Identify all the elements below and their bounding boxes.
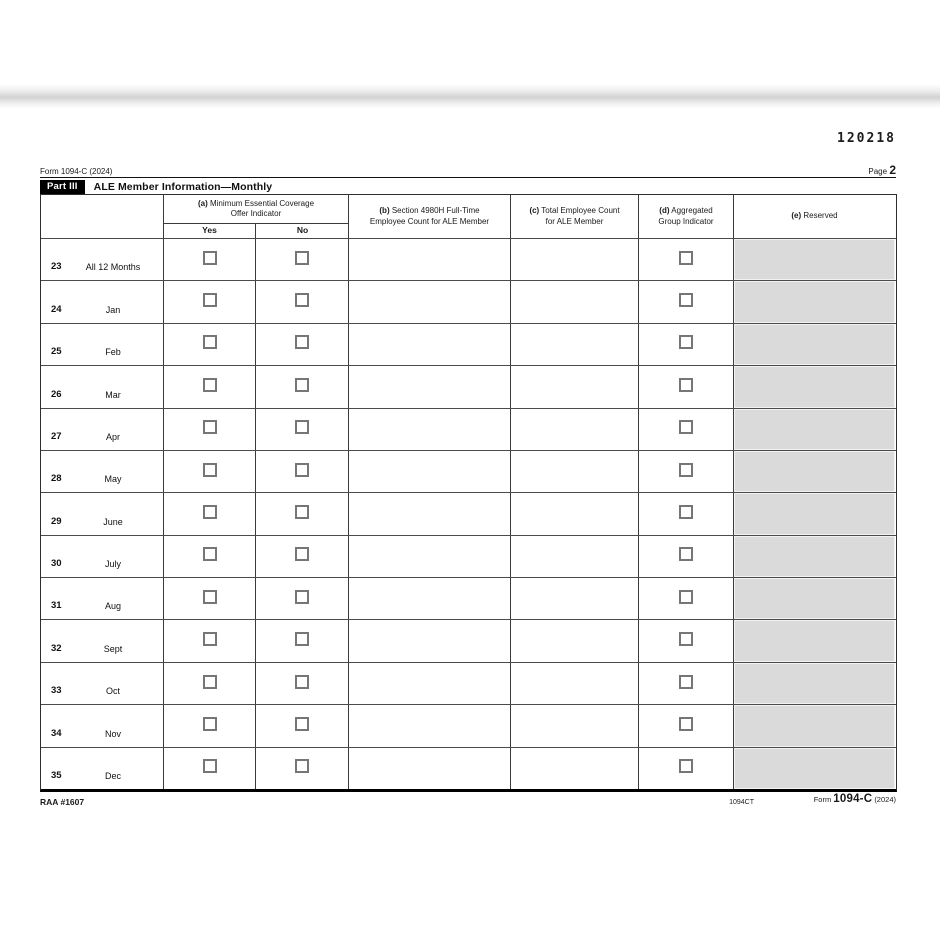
row-27-table-row	[41, 408, 896, 450]
col-d-tag: (d)	[659, 206, 670, 216]
col-b-line2: Employee Count for ALE Member	[369, 216, 490, 226]
row-35-row-month-label: Dec	[104, 771, 121, 781]
row-25-mec-no-checkbox[interactable]	[295, 335, 309, 349]
row-30-mec-no-cell	[256, 536, 349, 577]
row-32-mec-yes-cell	[164, 620, 256, 661]
row-26-row-line-number: 26	[51, 388, 62, 400]
row-29-reserved-cell	[734, 493, 895, 534]
row-25-row-line-number: 25	[51, 346, 62, 358]
row-26-mec-yes-checkbox[interactable]	[203, 378, 217, 392]
row-31-reserved-cell	[734, 578, 895, 619]
table-body	[41, 238, 896, 789]
row-35-mec-no-checkbox[interactable]	[295, 759, 309, 773]
row-32-mec-no-checkbox[interactable]	[295, 632, 309, 646]
row-33-total-count-field[interactable]	[511, 663, 639, 704]
row-27-total-count-field[interactable]	[511, 409, 639, 450]
row-28-row-month-label: May	[104, 474, 122, 485]
row-25-total-count-field[interactable]	[511, 324, 639, 365]
table-header-row	[41, 195, 896, 238]
row-31-table-row	[41, 577, 896, 619]
row-28-total-count-field[interactable]	[511, 451, 639, 492]
row-31-mec-yes-checkbox[interactable]	[203, 590, 217, 604]
row-34-mec-yes-checkbox[interactable]	[203, 717, 217, 731]
row-28-mec-yes-cell	[164, 451, 256, 492]
row-25-mec-no-cell	[256, 324, 349, 365]
part-title: ALE Member Information—Monthly	[93, 181, 273, 193]
row-32-mec-yes-checkbox[interactable]	[203, 632, 217, 646]
row-25-fulltime-count-field[interactable]	[349, 324, 511, 365]
row-23-table-row	[41, 238, 896, 280]
row-24-row-label-cell	[41, 281, 164, 322]
row-23-row-label-cell	[41, 239, 164, 280]
row-30-mec-no-checkbox[interactable]	[295, 547, 309, 561]
row-25-aggregated-group-cell	[639, 324, 734, 365]
row-31-aggregated-group-cell	[639, 578, 734, 619]
row-29-row-line-number: 29	[51, 515, 62, 527]
row-30-aggregated-group-cell	[639, 536, 734, 577]
row-26-mec-no-checkbox[interactable]	[295, 378, 309, 392]
row-27-mec-no-cell	[256, 409, 349, 450]
row-23-reserved-cell	[734, 239, 895, 280]
header-col-e	[734, 195, 895, 238]
row-34-aggregated-group-checkbox[interactable]	[679, 717, 693, 731]
row-24-reserved-cell	[734, 281, 895, 322]
row-34-mec-no-checkbox[interactable]	[295, 717, 309, 731]
row-30-table-row	[41, 535, 896, 577]
col-a-tag: (a)	[197, 198, 208, 208]
part-band	[40, 180, 896, 194]
footer-form-year: (2024)	[874, 795, 896, 804]
row-33-reserved-cell	[734, 663, 895, 704]
row-31-mec-no-cell	[256, 578, 349, 619]
header-yes: Yes	[164, 224, 256, 238]
row-25-aggregated-group-checkbox[interactable]	[679, 335, 693, 349]
col-d-line1: Aggregated	[671, 206, 713, 216]
row-30-aggregated-group-checkbox[interactable]	[679, 547, 693, 561]
row-31-fulltime-count-field[interactable]	[349, 578, 511, 619]
row-28-aggregated-group-cell	[639, 451, 734, 492]
part-label-badge: Part III	[40, 180, 85, 194]
row-23-fulltime-count-field[interactable]	[349, 239, 511, 280]
row-31-row-label-cell	[41, 578, 164, 619]
row-32-table-row	[41, 619, 896, 661]
row-32-mec-no-cell	[256, 620, 349, 661]
row-32-row-month-label: Sept	[103, 643, 123, 654]
row-26-reserved-cell	[734, 366, 895, 407]
row-23-mec-no-checkbox[interactable]	[295, 251, 309, 265]
row-24-aggregated-group-cell	[639, 281, 734, 322]
row-27-aggregated-group-checkbox[interactable]	[679, 420, 693, 434]
col-c-line2: for ALE Member	[545, 216, 604, 226]
row-30-reserved-cell	[734, 536, 895, 577]
row-29-row-month-label: June	[103, 516, 123, 527]
row-27-aggregated-group-cell	[639, 409, 734, 450]
col-d-line2: Group Indicator	[658, 216, 714, 226]
row-29-row-label-cell	[41, 493, 164, 534]
page-word: Page	[868, 167, 888, 176]
row-31-row-line-number: 31	[51, 600, 62, 612]
row-27-row-month-label: Apr	[105, 431, 120, 442]
row-27-row-line-number: 27	[51, 430, 62, 442]
row-25-mec-yes-checkbox[interactable]	[203, 335, 217, 349]
row-35-aggregated-group-checkbox[interactable]	[679, 759, 693, 773]
row-23-mec-no-cell	[256, 239, 349, 280]
row-28-fulltime-count-field[interactable]	[349, 451, 511, 492]
row-29-mec-no-cell	[256, 493, 349, 534]
paper-edge-shadow	[0, 84, 940, 108]
footer-form-signature	[814, 793, 896, 805]
row-35-total-count-field[interactable]	[511, 748, 639, 789]
row-31-mec-yes-cell	[164, 578, 256, 619]
row-23-mec-yes-cell	[164, 239, 256, 280]
row-28-table-row	[41, 450, 896, 492]
row-26-aggregated-group-checkbox[interactable]	[679, 378, 693, 392]
row-33-table-row	[41, 662, 896, 704]
header-col-d	[639, 195, 734, 238]
row-25-table-row	[41, 323, 896, 365]
row-33-aggregated-group-cell	[639, 663, 734, 704]
row-32-aggregated-group-checkbox[interactable]	[679, 632, 693, 646]
row-23-row-line-number: 23	[51, 261, 62, 273]
row-29-fulltime-count-field[interactable]	[349, 493, 511, 534]
row-32-row-line-number: 32	[51, 642, 62, 654]
row-27-reserved-cell	[734, 409, 895, 450]
row-24-total-count-field[interactable]	[511, 281, 639, 322]
col-c-line1: Total Employee Count	[541, 206, 620, 216]
row-24-mec-no-cell	[256, 281, 349, 322]
row-33-mec-no-checkbox[interactable]	[295, 675, 309, 689]
page-number: 2	[889, 163, 896, 177]
header-rule	[40, 177, 896, 178]
row-24-fulltime-count-field[interactable]	[349, 281, 511, 322]
row-33-row-month-label: Oct	[105, 686, 120, 697]
row-34-row-line-number: 34	[51, 727, 62, 739]
row-30-row-label-cell	[41, 536, 164, 577]
row-29-total-count-field[interactable]	[511, 493, 639, 534]
row-23-total-count-field[interactable]	[511, 239, 639, 280]
row-34-table-row	[41, 704, 896, 746]
row-24-mec-yes-checkbox[interactable]	[203, 293, 217, 307]
row-28-mec-no-cell	[256, 451, 349, 492]
row-26-total-count-field[interactable]	[511, 366, 639, 407]
row-32-row-label-cell	[41, 620, 164, 661]
row-27-mec-yes-checkbox[interactable]	[203, 420, 217, 434]
row-29-aggregated-group-checkbox[interactable]	[679, 505, 693, 519]
row-29-aggregated-group-cell	[639, 493, 734, 534]
row-31-total-count-field[interactable]	[511, 578, 639, 619]
print-stamp: 120218	[837, 131, 896, 146]
row-33-mec-yes-checkbox[interactable]	[203, 675, 217, 689]
row-33-fulltime-count-field[interactable]	[349, 663, 511, 704]
row-26-aggregated-group-cell	[639, 366, 734, 407]
row-31-mec-no-checkbox[interactable]	[295, 590, 309, 604]
row-35-row-label-cell	[41, 748, 164, 789]
row-34-row-month-label: Nov	[104, 728, 121, 739]
footer-left-code: RAA #1607	[40, 797, 85, 807]
row-28-aggregated-group-checkbox[interactable]	[679, 463, 693, 477]
row-33-row-line-number: 33	[51, 685, 62, 697]
row-29-mec-no-checkbox[interactable]	[295, 505, 309, 519]
row-34-row-label-cell	[41, 705, 164, 746]
row-23-aggregated-group-checkbox[interactable]	[679, 251, 693, 265]
row-24-table-row	[41, 280, 896, 322]
row-32-total-count-field[interactable]	[511, 620, 639, 661]
header-col-c	[511, 195, 639, 238]
row-25-reserved-cell	[734, 324, 895, 365]
row-32-aggregated-group-cell	[639, 620, 734, 661]
row-27-mec-no-checkbox[interactable]	[295, 420, 309, 434]
row-34-aggregated-group-cell	[639, 705, 734, 746]
row-33-mec-yes-cell	[164, 663, 256, 704]
row-26-mec-no-cell	[256, 366, 349, 407]
row-30-total-count-field[interactable]	[511, 536, 639, 577]
row-35-mec-yes-cell	[164, 748, 256, 789]
row-35-mec-no-cell	[256, 748, 349, 789]
row-29-table-row	[41, 492, 896, 534]
row-33-row-label-cell	[41, 663, 164, 704]
row-29-mec-yes-cell	[164, 493, 256, 534]
form-id-label: Form 1094-C (2024)	[40, 167, 113, 176]
row-28-mec-yes-checkbox[interactable]	[203, 463, 217, 477]
row-35-mec-yes-checkbox[interactable]	[203, 759, 217, 773]
header-rowlabel-cell	[41, 195, 164, 238]
row-24-row-month-label: Jan	[105, 304, 121, 315]
row-31-row-month-label: Aug	[104, 601, 121, 612]
col-a-line1: Minimum Essential Coverage	[209, 198, 315, 208]
monthly-table	[40, 194, 897, 792]
header-col-b	[349, 195, 511, 238]
row-28-row-label-cell	[41, 451, 164, 492]
row-27-fulltime-count-field[interactable]	[349, 409, 511, 450]
row-34-mec-no-cell	[256, 705, 349, 746]
row-35-reserved-cell	[734, 748, 895, 789]
col-e-tag: (e)	[791, 211, 802, 221]
col-a-line2: Offer Indicator	[230, 209, 282, 218]
row-30-mec-yes-checkbox[interactable]	[203, 547, 217, 561]
header-yes-no-row	[164, 224, 348, 238]
col-c-tag: (c)	[529, 206, 540, 216]
header-no: No	[296, 225, 309, 236]
page-indicator	[868, 163, 896, 177]
row-26-row-label-cell	[41, 366, 164, 407]
header-col-a	[164, 195, 349, 238]
row-23-aggregated-group-cell	[639, 239, 734, 280]
row-24-row-line-number: 24	[51, 303, 62, 315]
col-e-line1: Reserved	[803, 211, 838, 221]
row-32-fulltime-count-field[interactable]	[349, 620, 511, 661]
row-30-row-line-number: 30	[51, 558, 62, 570]
footer-form-word: Form	[813, 795, 832, 804]
row-33-mec-no-cell	[256, 663, 349, 704]
row-34-total-count-field[interactable]	[511, 705, 639, 746]
row-35-aggregated-group-cell	[639, 748, 734, 789]
row-26-row-month-label: Mar	[105, 389, 121, 400]
row-24-mec-yes-cell	[164, 281, 256, 322]
row-33-aggregated-group-checkbox[interactable]	[679, 675, 693, 689]
row-24-mec-no-checkbox[interactable]	[295, 293, 309, 307]
row-35-fulltime-count-field[interactable]	[349, 748, 511, 789]
row-28-reserved-cell	[734, 451, 895, 492]
row-30-fulltime-count-field[interactable]	[349, 536, 511, 577]
header-col-a-title	[164, 195, 348, 224]
row-27-mec-yes-cell	[164, 409, 256, 450]
row-26-table-row	[41, 365, 896, 407]
row-29-mec-yes-checkbox[interactable]	[203, 505, 217, 519]
row-35-table-row	[41, 747, 896, 789]
row-28-mec-no-checkbox[interactable]	[295, 463, 309, 477]
footer-form-number: 1094-C	[833, 793, 873, 805]
row-32-reserved-cell	[734, 620, 895, 661]
row-28-row-line-number: 28	[51, 473, 62, 485]
col-b-line1: Section 4980H Full-Time	[391, 206, 480, 216]
row-27-row-label-cell	[41, 409, 164, 450]
row-34-mec-yes-cell	[164, 705, 256, 746]
row-25-row-label-cell	[41, 324, 164, 365]
row-31-aggregated-group-checkbox[interactable]	[679, 590, 693, 604]
row-23-row-month-label: All 12 Months	[85, 262, 141, 273]
row-34-reserved-cell	[734, 705, 895, 746]
row-26-mec-yes-cell	[164, 366, 256, 407]
col-b-tag: (b)	[379, 206, 390, 216]
row-25-mec-yes-cell	[164, 324, 256, 365]
row-34-fulltime-count-field[interactable]	[349, 705, 511, 746]
row-23-mec-yes-checkbox[interactable]	[203, 251, 217, 265]
row-26-fulltime-count-field[interactable]	[349, 366, 511, 407]
row-30-mec-yes-cell	[164, 536, 256, 577]
footer-center-code: 1094CT	[729, 799, 754, 806]
row-30-row-month-label: July	[104, 559, 121, 570]
row-24-aggregated-group-checkbox[interactable]	[679, 293, 693, 307]
row-35-row-line-number: 35	[51, 770, 62, 781]
row-25-row-month-label: Feb	[105, 347, 121, 358]
